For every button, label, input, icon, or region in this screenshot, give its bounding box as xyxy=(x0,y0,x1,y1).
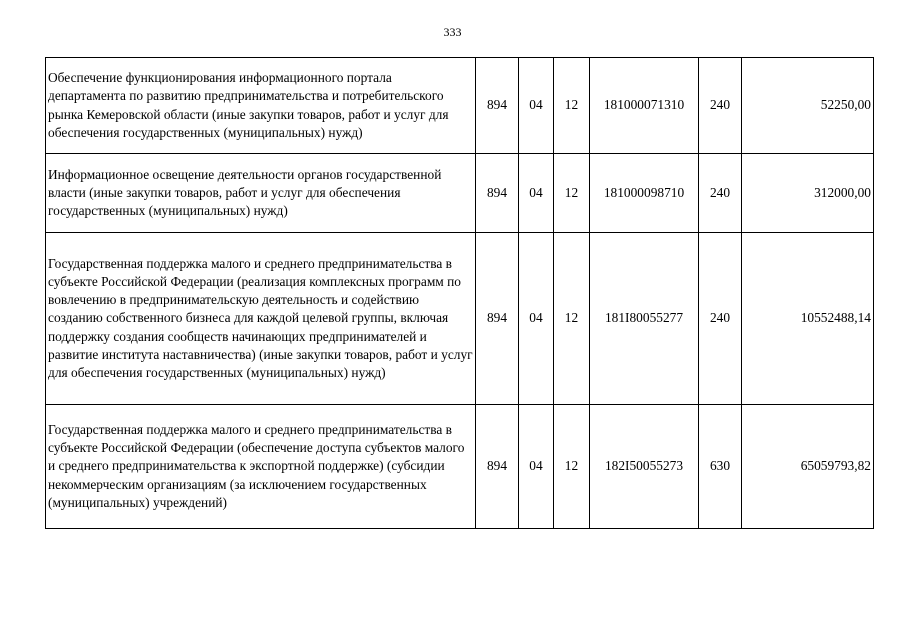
target-article-code: 181000098710 xyxy=(590,154,699,233)
table-row xyxy=(46,154,874,233)
target-article-code: 181I80055277 xyxy=(590,233,699,405)
ministry-code: 894 xyxy=(476,154,519,233)
table-row xyxy=(46,58,874,154)
budget-table xyxy=(45,57,874,529)
row-description: Государственная поддержка малого и среднего предпринимательства в субъекте Российской Федерации (реализация комплексных программ по вовлечению в предпринимательскую деятельность и содействию созданию собственного бизнеса для каждой целевой группы, включая поддержку создания сообществ начинающих предпринимателей и развитие института наставничества) (иные закупки товаров, работ и услуг для обеспечения государственных (муниципальных) нужд) xyxy=(46,233,476,405)
subsection-code: 12 xyxy=(554,154,590,233)
ministry-code: 894 xyxy=(476,233,519,405)
section-code: 04 xyxy=(519,405,554,529)
ministry-code: 894 xyxy=(476,405,519,529)
target-article-code: 181000071310 xyxy=(590,58,699,154)
row-description: Информационное освещение деятельности органов государственной власти (иные закупки товаров, работ и услуг для обеспечения государственных (муниципальных) нужд) xyxy=(46,154,476,233)
amount: 52250,00 xyxy=(742,58,874,154)
subsection-code: 12 xyxy=(554,58,590,154)
row-description: Обеспечение функционирования информационного портала департамента по развитию предпринимательства и потребительского рынка Кемеровской области (иные закупки товаров, работ и услуг для обеспечения государственных (муниципальных) нужд) xyxy=(46,58,476,154)
section-code: 04 xyxy=(519,233,554,405)
ministry-code: 894 xyxy=(476,58,519,154)
amount: 65059793,82 xyxy=(742,405,874,529)
subsection-code: 12 xyxy=(554,233,590,405)
amount: 312000,00 xyxy=(742,154,874,233)
row-description: Государственная поддержка малого и среднего предпринимательства в субъекте Российской Федерации (обеспечение доступа субъектов малого и среднего предпринимательства к экспортной поддержке) (субсидии некоммерческим организациям (за исключением государственных (муниципальных) учреждений) xyxy=(46,405,476,529)
expense-type-code: 630 xyxy=(699,405,742,529)
page-number: 333 xyxy=(443,25,462,39)
table-row xyxy=(46,405,874,529)
expense-type-code: 240 xyxy=(699,233,742,405)
expense-type-code: 240 xyxy=(699,58,742,154)
table-row xyxy=(46,233,874,405)
target-article-code: 182I50055273 xyxy=(590,405,699,529)
expense-type-code: 240 xyxy=(699,154,742,233)
amount: 10552488,14 xyxy=(742,233,874,405)
section-code: 04 xyxy=(519,154,554,233)
subsection-code: 12 xyxy=(554,405,590,529)
section-code: 04 xyxy=(519,58,554,154)
